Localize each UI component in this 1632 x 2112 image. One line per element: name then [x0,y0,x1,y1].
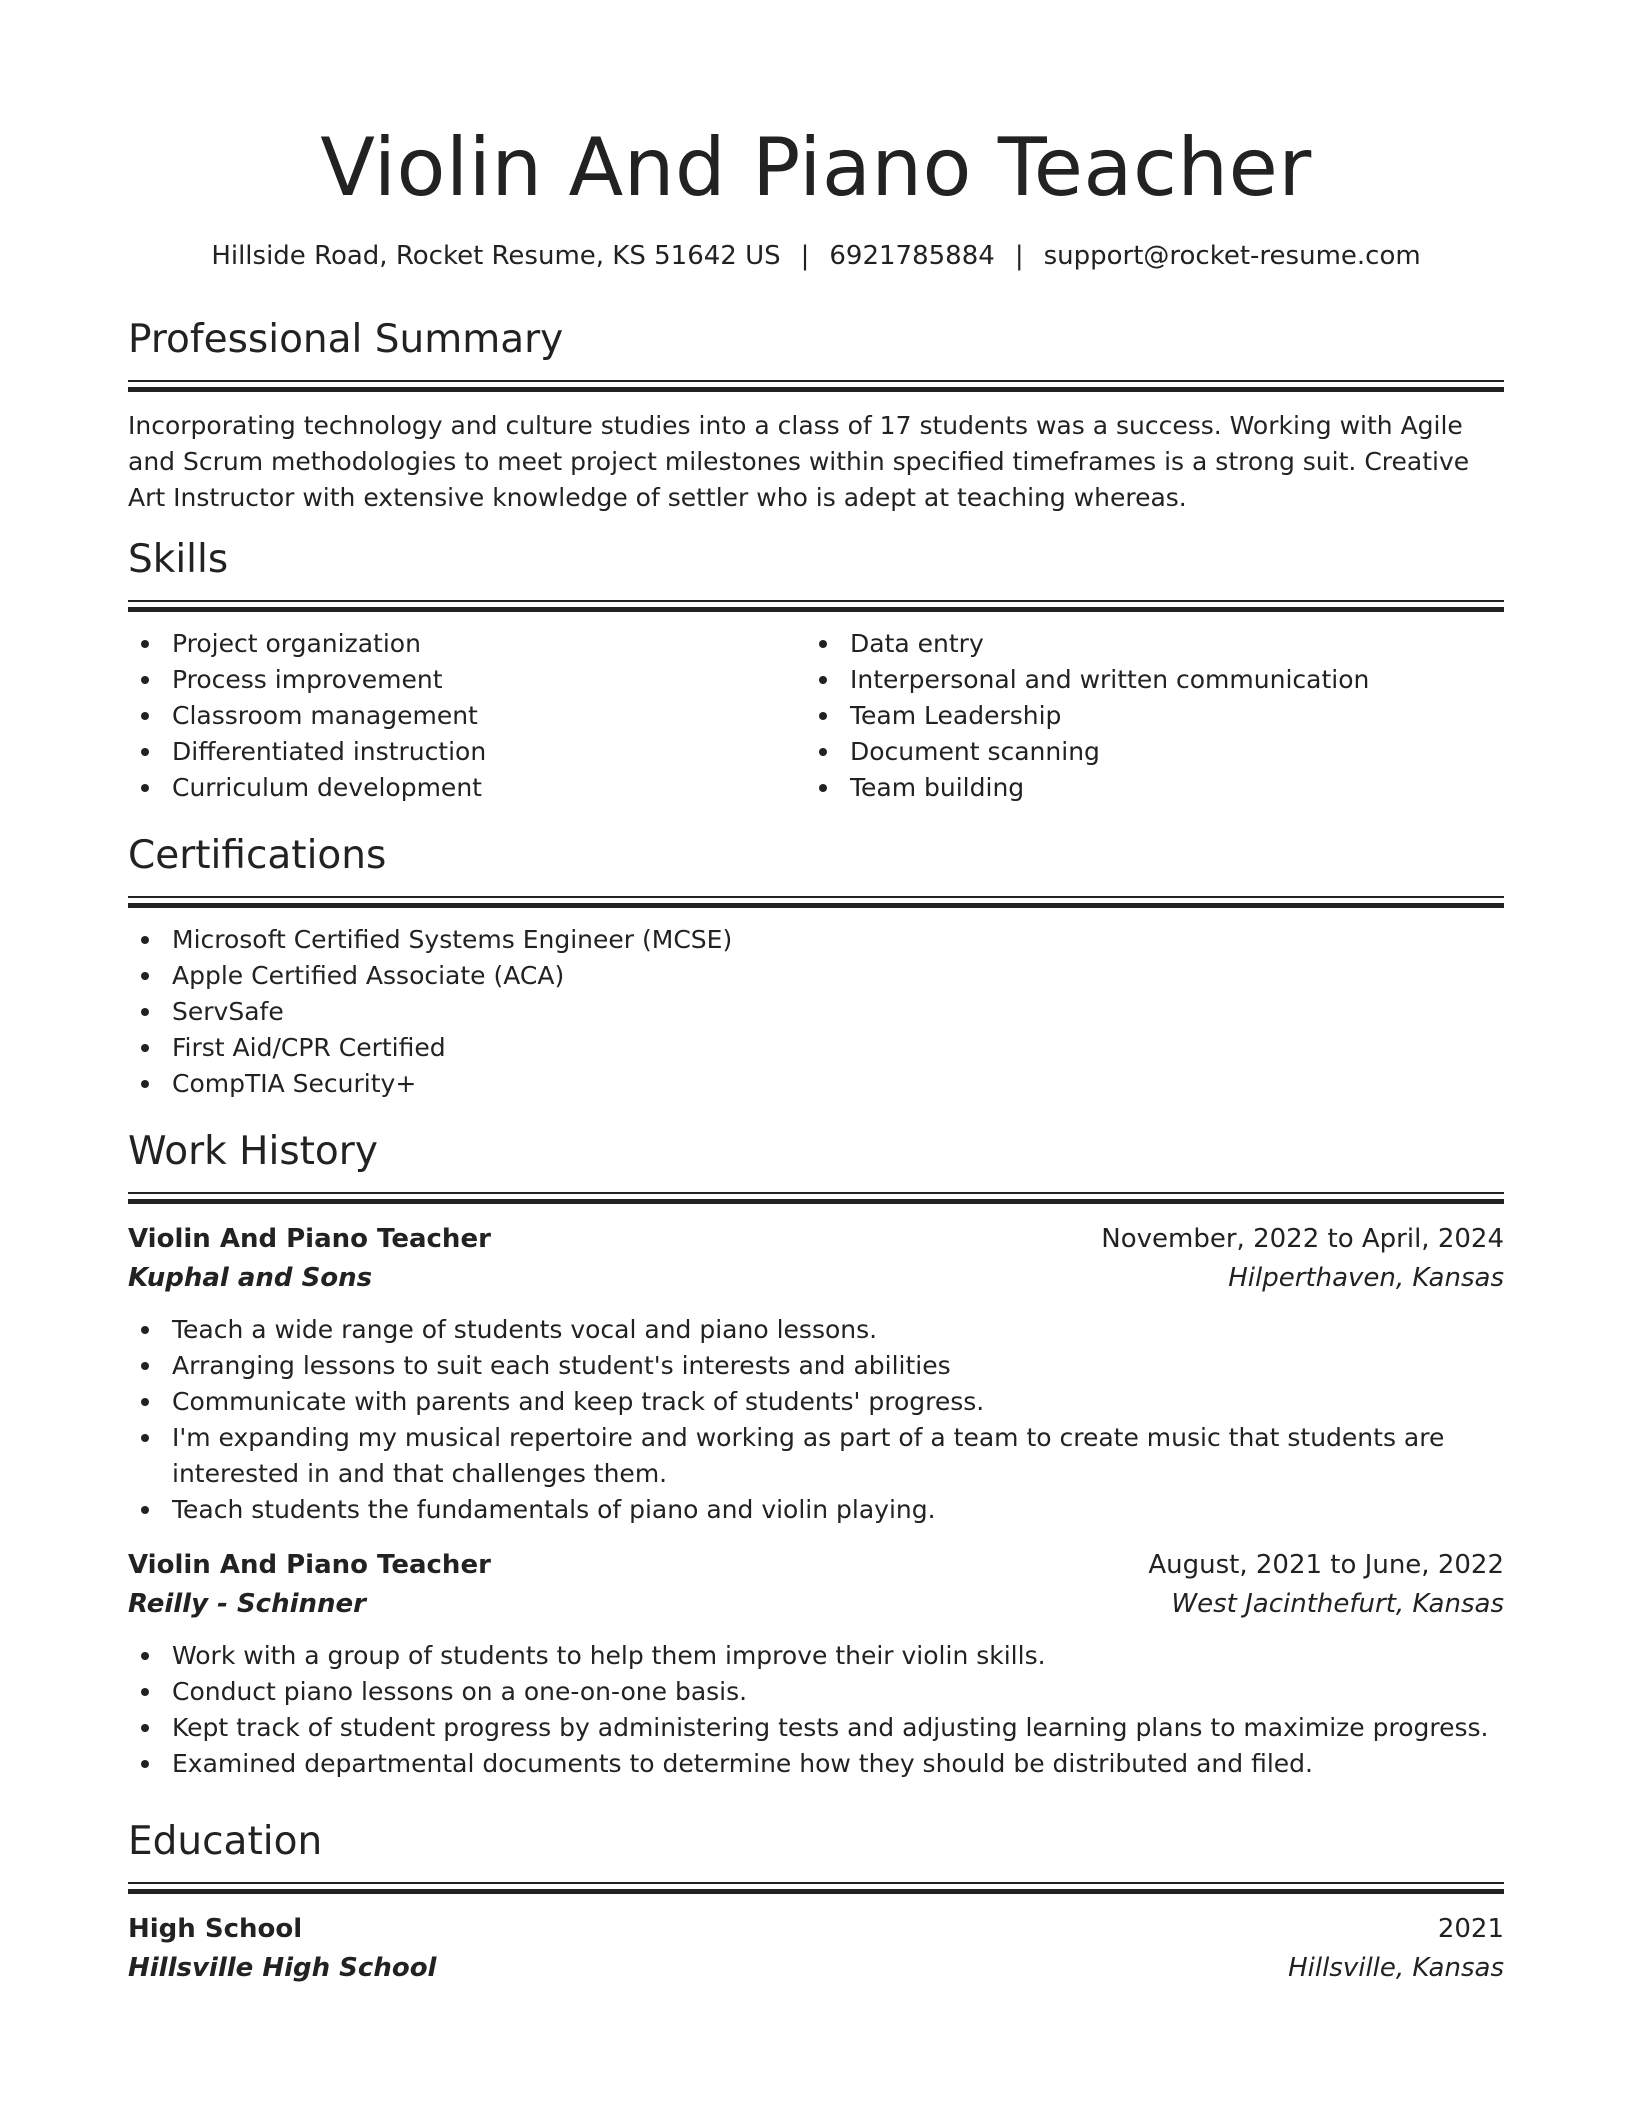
bullet-icon [141,676,149,684]
bullet-icon [141,1044,149,1052]
certifications-list [128,922,1504,1102]
bullet-icon [819,712,827,720]
list-item: CompTIA Security+ [128,1066,1504,1102]
bullet-icon [141,1434,149,1442]
list-item: Examined departmental documents to determine how they should be distributed and filed. [128,1746,1504,1782]
contact-separator: | [800,241,810,271]
bullet-icon [141,1080,149,1088]
list-item: Curriculum development [128,770,806,806]
bullet-icon [819,640,827,648]
job-bullets [128,1312,1504,1528]
skills-list-left [128,626,806,806]
bullet-icon [141,1688,149,1696]
bullet-icon [141,1398,149,1406]
list-item: Arranging lessons to suit each student's interests and abilities [128,1348,1504,1384]
bullet-icon [141,972,149,980]
bullet-icon [819,748,827,756]
bullet-icon [819,784,827,792]
bullet-icon [141,1506,149,1514]
company-name: Reilly - Schinner [128,1589,366,1619]
contact-line [128,236,1504,276]
list-item: Teach a wide range of students vocal and piano lessons. [128,1312,1504,1348]
work-history-section [128,1126,1504,1782]
job-bullets [128,1638,1504,1782]
list-item: Apple Certified Associate (ACA) [128,958,1504,994]
section-title: Professional Summary [128,317,564,362]
skills-list-right [806,626,1484,806]
summary-text: Incorporating technology and culture studies into a class of 17 students was a success. Working with Agile and Scrum methodologies to meet project milestones within specified timeframes is a strong suit. Creative Art Instructor with extensive knowledge of settler who is adept at teaching whereas. [128,411,1470,512]
list-item: Process improvement [128,662,806,698]
list-item: Data entry [806,626,1484,662]
list-item: Project organization [128,626,806,662]
list-item: Interpersonal and written communication [806,662,1484,698]
list-item: I'm expanding my musical repertoire and working as part of a team to create music that students are interested in and that challenges them. [128,1420,1504,1492]
list-item: Classroom management [128,698,806,734]
bullet-icon [141,784,149,792]
job-title: Violin And Piano Teacher [128,1224,491,1254]
skills-section [128,534,1504,806]
bullet-icon [141,748,149,756]
summary-section [128,314,1504,516]
school-location: Hillsville, Kansas [1288,1953,1504,1983]
contact-email: support@rocket-resume.com [1043,241,1421,271]
degree-name: High School [128,1914,303,1944]
graduation-year: 2021 [1437,1914,1504,1944]
bullet-icon [141,1760,149,1768]
bullet-icon [141,712,149,720]
section-divider [128,896,1504,908]
contact-address: Hillside Road, Rocket Resume, KS 51642 US [211,241,781,271]
list-item: Document scanning [806,734,1484,770]
list-item: Differentiated instruction [128,734,806,770]
list-item: Teach students the fundamentals of piano and violin playing. [128,1492,1504,1528]
bullet-icon [141,1652,149,1660]
bullet-icon [141,1362,149,1370]
section-divider [128,600,1504,612]
job-dates: November, 2022 to April, 2024 [1101,1224,1504,1254]
list-item: Kept track of student progress by administering tests and adjusting learning plans to maximize progress. [128,1710,1504,1746]
bullet-icon [141,1724,149,1732]
section-divider [128,1192,1504,1204]
job-dates: August, 2021 to June, 2022 [1148,1550,1504,1580]
list-item: First Aid/CPR Certified [128,1030,1504,1066]
job-entry [128,1546,1504,1782]
section-title: Education [128,1819,323,1864]
bullet-icon [141,640,149,648]
school-name: Hillsville High School [128,1953,437,1983]
section-title: Skills [128,537,229,582]
bullet-icon [141,1326,149,1334]
list-item: Work with a group of students to help them improve their violin skills. [128,1638,1504,1674]
bullet-icon [141,1008,149,1016]
resume-name: Violin And Piano Teacher [320,121,1312,214]
job-title: Violin And Piano Teacher [128,1550,491,1580]
list-item: Team building [806,770,1484,806]
bullet-icon [141,936,149,944]
contact-phone: 6921785884 [829,241,995,271]
list-item: ServSafe [128,994,1504,1030]
section-title: Work History [128,1129,378,1174]
section-divider [128,380,1504,392]
section-divider [128,1882,1504,1894]
list-item: Team Leadership [806,698,1484,734]
list-item: Communicate with parents and keep track of students' progress. [128,1384,1504,1420]
section-title: Certifications [128,833,387,878]
list-item: Conduct piano lessons on a one-on-one basis. [128,1674,1504,1710]
job-location: Hilperthaven, Kansas [1228,1263,1504,1293]
company-name: Kuphal and Sons [128,1263,373,1293]
job-location: West Jacinthefurt, Kansas [1171,1589,1504,1619]
certifications-section [128,830,1504,1102]
list-item: Microsoft Certified Systems Engineer (MCSE) [128,922,1504,958]
contact-separator: | [1014,241,1024,271]
bullet-icon [819,676,827,684]
job-entry [128,1220,1504,1528]
education-section [128,1816,1504,1988]
